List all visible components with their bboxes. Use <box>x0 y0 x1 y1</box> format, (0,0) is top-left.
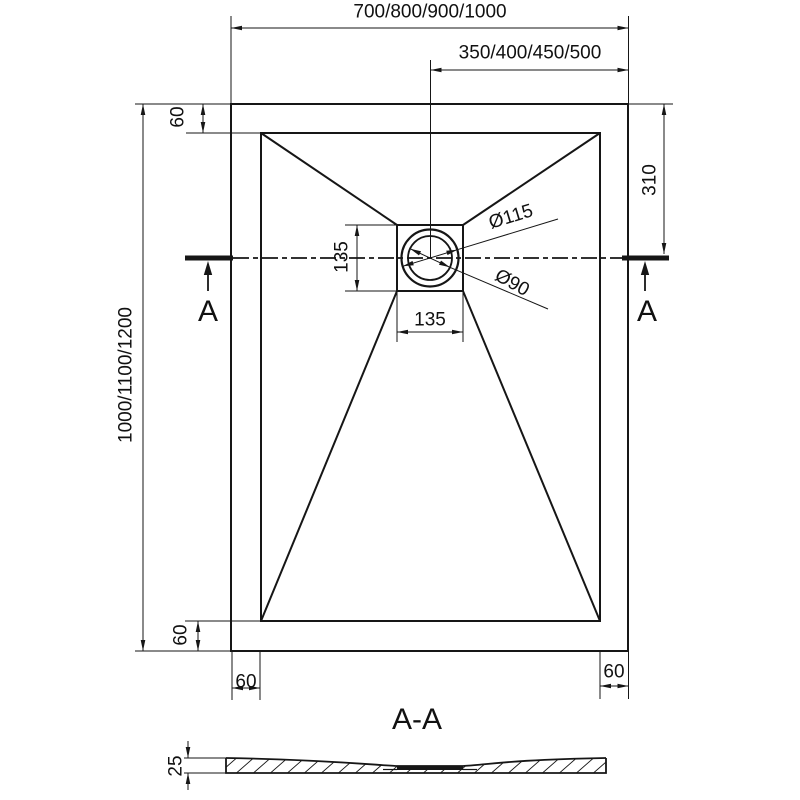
dim-135-horizontal-label: 135 <box>414 309 446 331</box>
dim-half-width-label: 350/400/450/500 <box>458 42 602 64</box>
drain-recess <box>397 766 463 771</box>
section-a-right-label: A <box>636 295 658 328</box>
dim-width-label: 700/800/900/1000 <box>353 1 507 23</box>
dim-135-vertical-label: 135 <box>331 241 353 273</box>
dimension-lines <box>135 16 673 700</box>
slope-line-bottom-left <box>261 291 397 621</box>
section-title-label: A-A <box>391 703 443 736</box>
dia-90-label: Ø90 <box>491 265 533 301</box>
dim-height-label: 1000/1100/1200 <box>115 307 137 443</box>
dia-115-label: Ø115 <box>486 200 536 234</box>
dim-60-bottom-left-label: 60 <box>235 671 257 693</box>
dim-60-bottom-label: 60 <box>170 624 192 646</box>
dim-310-label: 310 <box>639 164 661 196</box>
center-lines <box>233 60 622 258</box>
tray-outer-edge <box>231 104 628 651</box>
slope-line-top-left <box>261 133 397 225</box>
dim-60-top-label: 60 <box>167 106 189 128</box>
tray-top-view <box>231 104 628 651</box>
section-arrow-right-head <box>641 261 649 275</box>
section-arrow-left-head <box>204 261 212 275</box>
slope-line-bottom-right <box>463 291 600 621</box>
section-view <box>184 741 614 790</box>
dim-60-bottom-right-label: 60 <box>603 661 625 683</box>
dim-25-label: 25 <box>165 755 187 777</box>
section-a-left-label: A <box>197 295 219 328</box>
